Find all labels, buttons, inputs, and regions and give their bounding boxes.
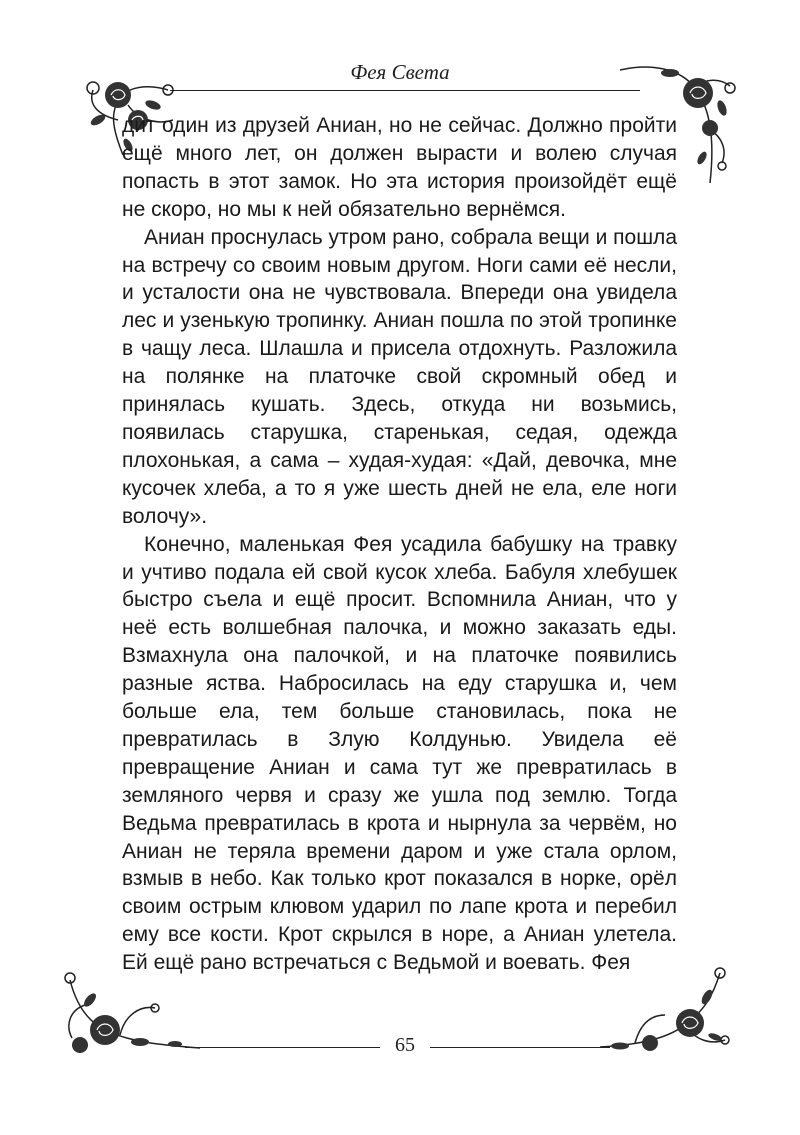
header-rule bbox=[170, 90, 640, 91]
rose-ornament-icon bbox=[60, 960, 210, 1070]
footer-rule-right bbox=[430, 1047, 610, 1048]
rose-ornament-icon bbox=[595, 965, 735, 1065]
paragraph: дит один из друзей Аниан, но не сейчас. Должно пройти ещё много лет, он должен вырасти и волею случая попасть в этот замок. Но эта история произойдёт ещё не скоро, но мы к ней обязательно вернёмся. bbox=[122, 114, 677, 221]
running-header-title: Фея Света bbox=[350, 60, 450, 84]
page-body bbox=[122, 112, 677, 977]
page-number: 65 bbox=[395, 1034, 415, 1056]
paragraph: Конечно, маленькая Фея усадила бабушку на травку и учтиво подала ей свой кусок хлеба. Бабуля хлебушек быстро съела и ещё просит. Вспомнила Аниан, что у неё есть волшебная палочка, и можно заказать еды. Взмахнула она палочкой, и на платочке появились разные яства. Набросилась на еду старушка и, чем больше ела, тем больше становилась, пока не превратилась в Злую Колдунью. Увидела её превращение Аниан и сама тут же превратилась в земляного червя и сразу же ушла под землю. Тогда Ведьма превратилась в крота и нырнула за червём, но Аниан не теряла времени даром и уже стала орлом, взмыв в небо. Как только крот показался в норке, орёл своим острым клювом ударил по лапе крота и перебил ему все кости. Крот скрылся в норе, а Аниан улетела. Ей ещё рано встречаться с Ведьмой и воевать. Фея bbox=[122, 532, 677, 975]
paragraph: Аниан проснулась утром рано, собрала вещи и пошла на встречу со своим новым другом. Ноги сами её несли, и усталости она не чувствовала. Впереди она увидела лес и узенькую тропинку. Аниан пошла по этой тропинке в чащу леса. Шлашла и присела отдохнуть. Разложила на полянке на платочке свой скромный обед и принялась кушать. Здесь, откуда ни возьмись, появилась старушка, старенькая, седая, одежда плохонькая, а сама – худая-худая: «Дай, девочка, мне кусочек хлеба, а то я уже шесть дней не ела, еле ноги волочу». bbox=[122, 225, 677, 528]
footer-rule-left bbox=[185, 1047, 380, 1048]
